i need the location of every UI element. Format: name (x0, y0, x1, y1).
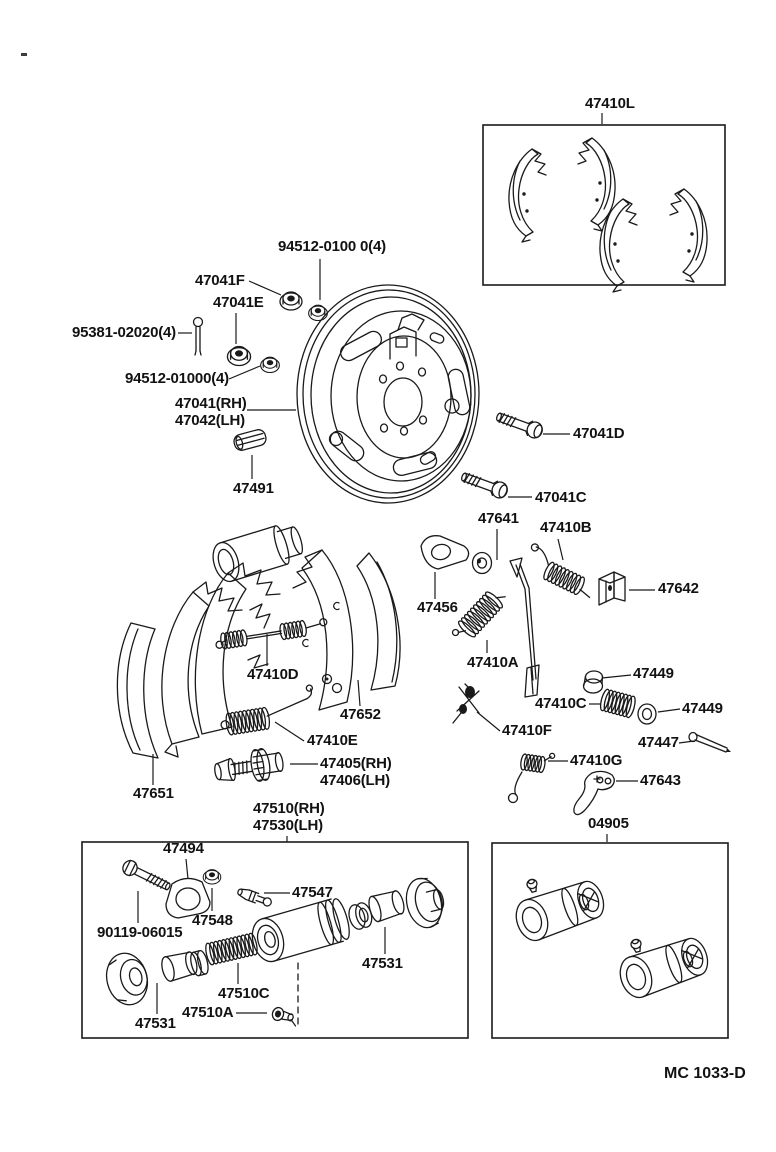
boot-right (401, 874, 449, 931)
cylinder-body (248, 896, 353, 965)
shoe-cluster (117, 550, 400, 758)
repair-kit-box (492, 843, 728, 1038)
part-label-47041RH: 47041(RH) (175, 395, 247, 412)
part-label-47041F: 47041F (195, 272, 245, 289)
brake-shoe (600, 199, 637, 292)
cotter-pin (194, 318, 203, 356)
part-label-47410L: 47410L (585, 95, 635, 112)
kit-bleeder (630, 938, 643, 953)
part-label-47405RH: 47405(RH) (320, 755, 392, 772)
plate-bolt-47041C (459, 469, 509, 500)
brake-shoe (670, 189, 707, 282)
spring-47510C (204, 933, 259, 966)
part-label-47410A: 47410A (467, 654, 519, 671)
clip-47491 (232, 428, 267, 452)
part-label-47548: 47548 (192, 912, 233, 929)
kit-cylinder (615, 933, 713, 1002)
parking-strut-rod (510, 558, 539, 697)
part-label-47449-lower: 47449 (682, 700, 723, 717)
part-label-47410C: 47410C (535, 695, 587, 712)
part-label-47410E: 47410E (307, 732, 358, 749)
plate-bolt-47041D (494, 409, 544, 440)
kit-cylinder (511, 876, 609, 945)
lever-47643 (574, 771, 614, 814)
part-label-47510C: 47510C (218, 985, 270, 1002)
piston-47531-left (160, 950, 200, 983)
part-label-47041C: 47041C (535, 489, 587, 506)
bolt-90119 (120, 858, 172, 894)
part-label-94512-01000: 94512-01000(4) (125, 370, 229, 387)
kit-bleeder (526, 878, 539, 893)
part-label-04905: 04905 (588, 815, 629, 832)
spring-47410C (599, 688, 637, 718)
brake-shoe (578, 138, 615, 231)
scan-artifact (21, 53, 27, 56)
part-label-47410G: 47410G (570, 752, 623, 769)
washer-47641 (473, 553, 492, 574)
part-label-47447: 47447 (638, 734, 679, 751)
part-label-47491: 47491 (233, 480, 274, 497)
part-label-47041D: 47041D (573, 425, 625, 442)
part-label-47651: 47651 (133, 785, 174, 802)
part-label-47410F: 47410F (502, 722, 552, 739)
boot-left (101, 949, 152, 1009)
spring-47410E (217, 685, 318, 737)
part-label-47042LH: 47042(LH) (175, 412, 245, 429)
wheel-cylinder-silhouette (209, 520, 307, 585)
spring-47410G (509, 749, 555, 802)
part-label-95381-02020: 95381-02020(4) (72, 324, 176, 341)
brake-shoe (509, 149, 546, 242)
fitting-47510A (271, 1006, 299, 1026)
part-label-47406LH: 47406(LH) (320, 772, 390, 789)
part-label-47641: 47641 (478, 510, 519, 527)
part-label-47041E: 47041E (213, 294, 264, 311)
lever-47456 (421, 536, 469, 569)
part-label-47652: 47652 (340, 706, 381, 723)
shoe-kit-box (483, 125, 725, 292)
nut-47548 (203, 870, 221, 884)
part-label-94512-0100: 94512-0100 0(4) (278, 238, 386, 255)
doc-code: MC 1033-D (664, 1065, 746, 1082)
part-label-47510RH: 47510(RH) (253, 800, 325, 817)
spring-47410D (214, 617, 328, 650)
part-label-47642: 47642 (658, 580, 699, 597)
part-label-90119-06015: 90119-06015 (97, 924, 183, 941)
clip-47410F (453, 684, 479, 723)
pin-47447 (689, 733, 731, 753)
part-label-47410D: 47410D (247, 666, 299, 683)
backing-plate (297, 285, 479, 503)
ring-47449-lower (638, 704, 656, 724)
adjuster-47405 (213, 746, 286, 788)
part-label-47510A: 47510A (182, 1004, 234, 1021)
part-label-47531-left: 47531 (135, 1015, 176, 1032)
part-label-47531-right: 47531 (362, 955, 403, 972)
part-label-47547: 47547 (292, 884, 333, 901)
cup-seal (346, 901, 374, 931)
part-label-47643: 47643 (640, 772, 681, 789)
part-label-47449-upper: 47449 (633, 665, 674, 682)
cup-47449-upper (584, 671, 603, 693)
latch-47642 (599, 572, 625, 605)
part-label-47456: 47456 (417, 599, 458, 616)
bleeder-47547 (236, 887, 272, 908)
spring-47410A (450, 585, 509, 646)
part-label-47494: 47494 (163, 840, 204, 857)
part-label-47530LH: 47530(LH) (253, 817, 323, 834)
part-label-47410B: 47410B (540, 519, 592, 536)
piston-47531-right (367, 889, 407, 923)
